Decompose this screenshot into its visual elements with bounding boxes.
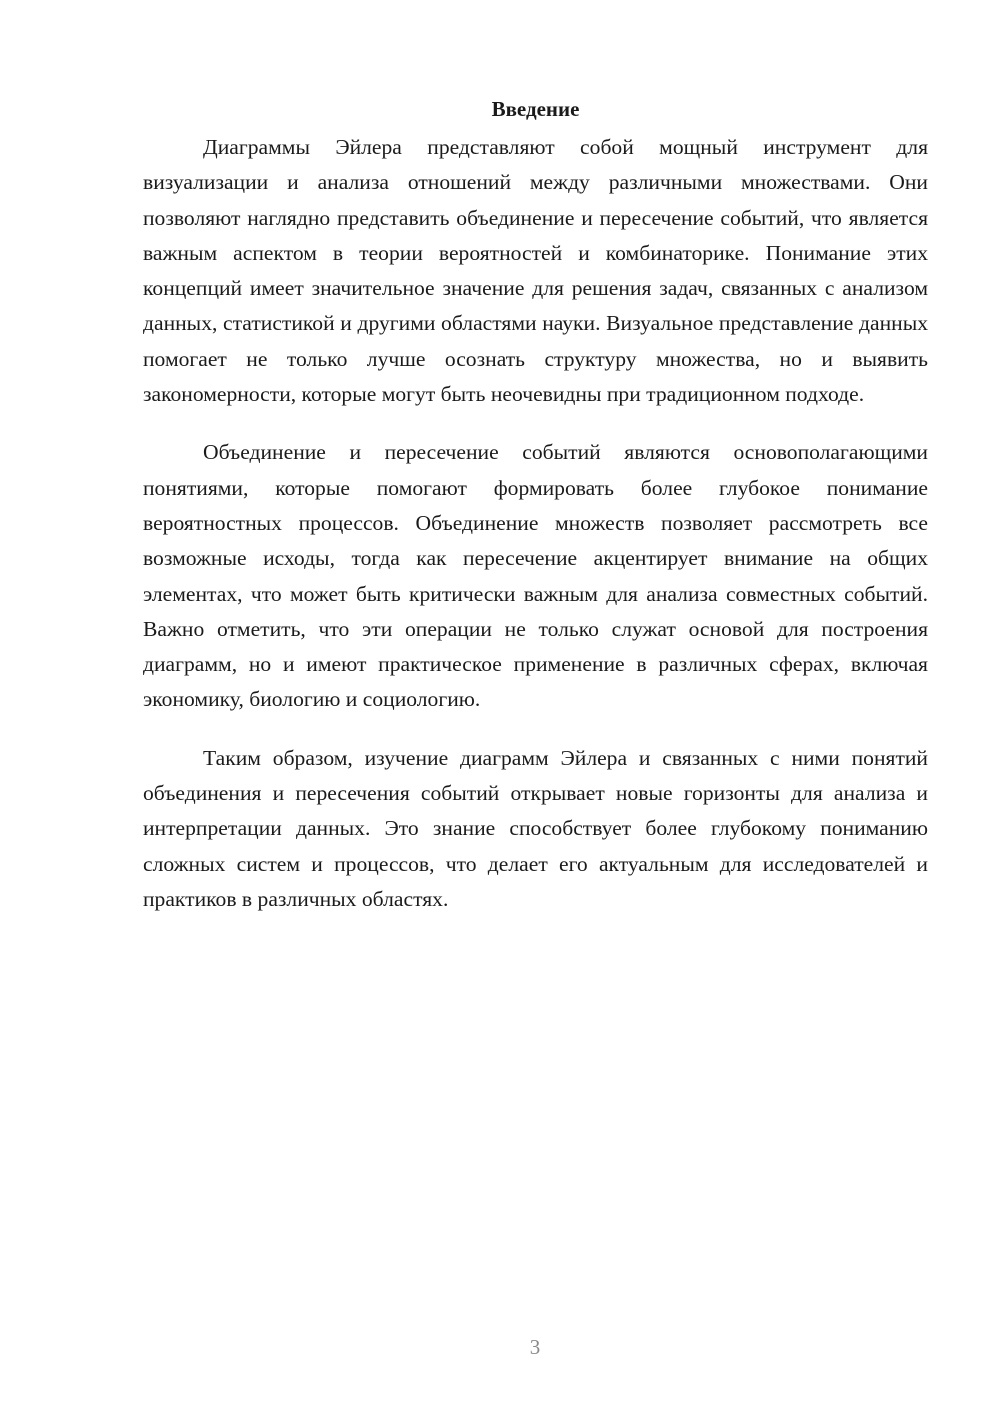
page-body: [143, 92, 928, 940]
section-heading: Введение: [491, 97, 580, 121]
paragraph-2: Объединение и пересечение событий являются основополагающими понятиями, которые помогают формировать более глубокое понимание вероятностных процессов. Объединение множеств позволяет рассмотреть все возможные исходы, тогда как пересечение акцентирует внимание на общих элементах, что может быть критически важным для анализа совместных событий. Важно отметить, что эти операции не только служат основой для построения диаграмм, но и имеют практическое применение в различных сферах, включая экономику, биологию и социологию.: [143, 440, 928, 712]
page-number: 3: [529, 1335, 541, 1359]
paragraph-3: Таким образом, изучение диаграмм Эйлера и связанных с ними понятий объединения и пересечения событий открывает новые горизонты для анализа и интерпретации данных. Это знание способствует более глубокому пониманию сложных систем и процессов, что делает его актуальным для исследователей и практиков в различных областях.: [143, 745, 928, 911]
paragraph-1: Диаграммы Эйлера представляют собой мощный инструмент для визуализации и анализа отношений между различными множествами. Они позволяют наглядно представить объединение и пересечение событий, что является важным аспектом в теории вероятностей и комбинаторике. Понимание этих концепций имеет значительное значение для решения задач, связанных с анализом данных, статистикой и другими областями науки. Визуальное представление данных помогает не только лучше осознать структуру множества, но и выявить закономерности, которые могут быть неочевидны при традиционном подходе.: [143, 135, 928, 407]
